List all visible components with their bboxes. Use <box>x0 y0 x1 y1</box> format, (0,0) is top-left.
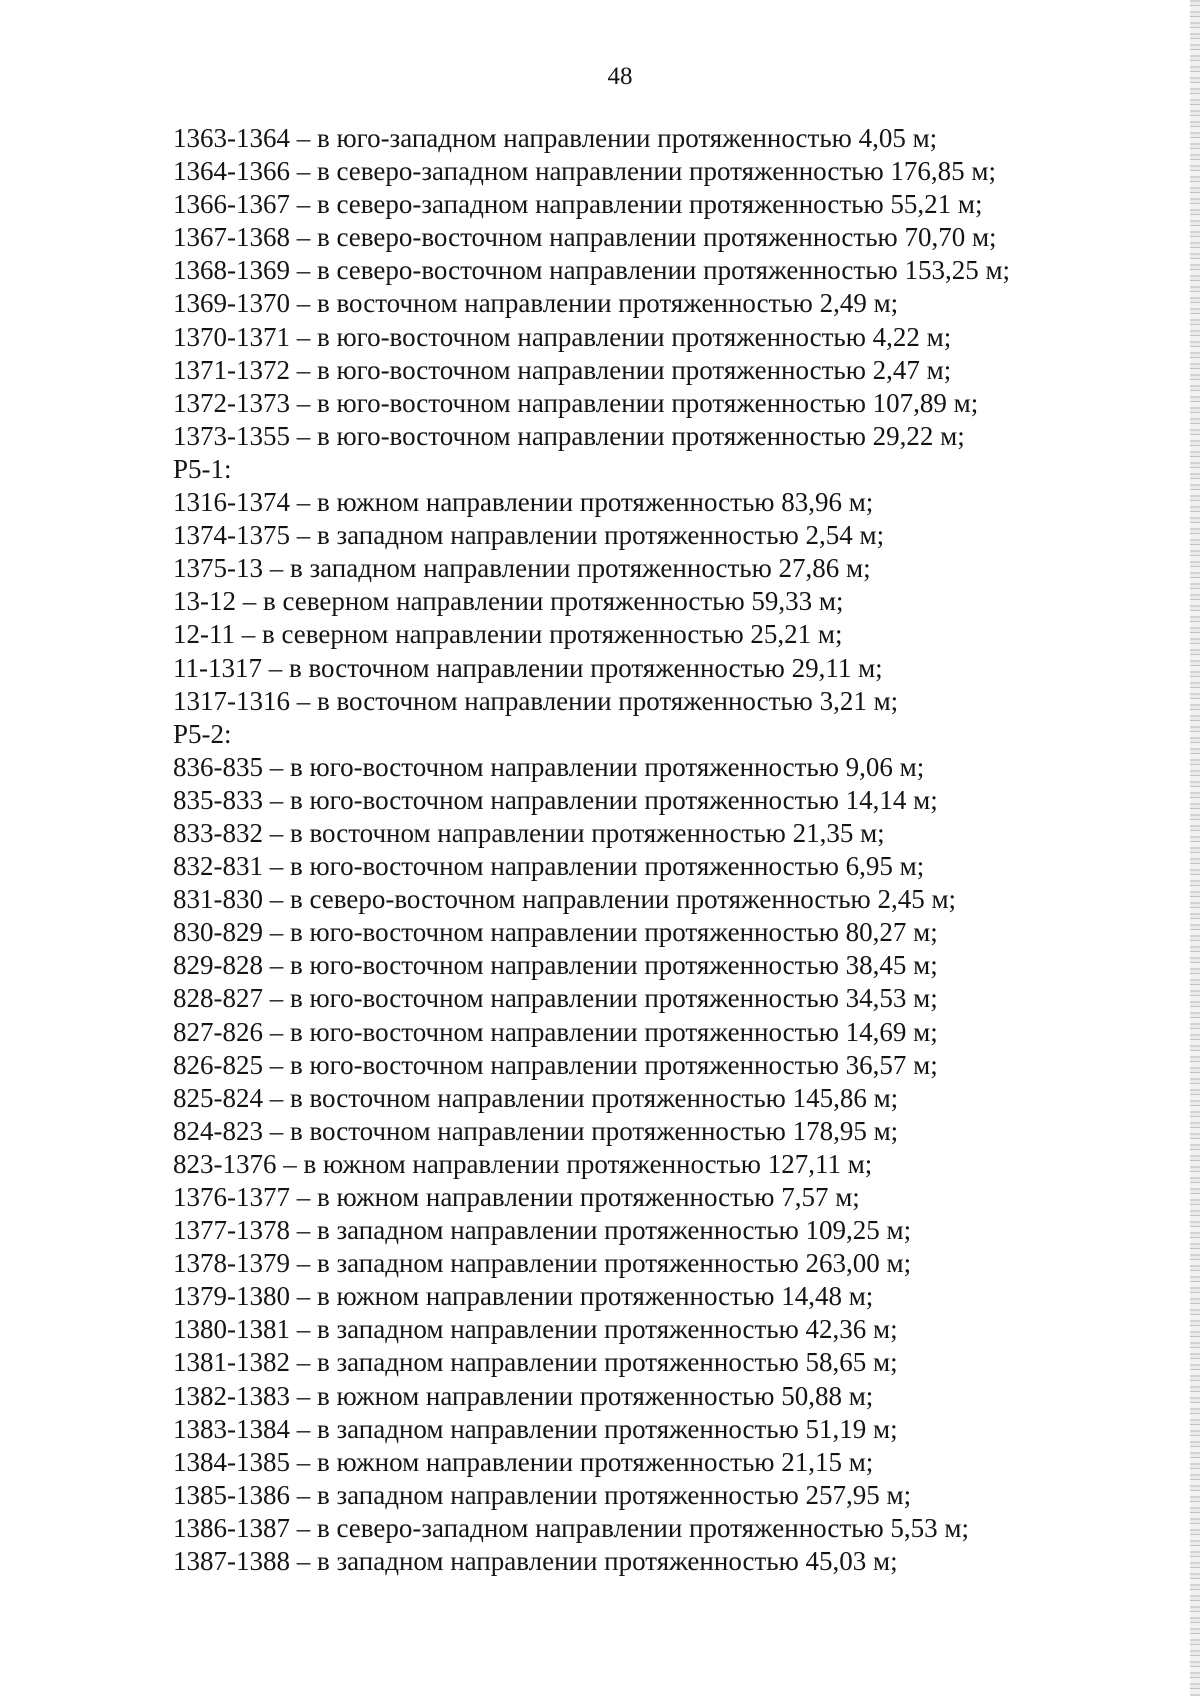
page-number: 48 <box>607 63 633 90</box>
boundary-segment-line: 1363-1364 – в юго-западном направлении протяженностью 4,05 м; <box>173 123 938 153</box>
boundary-segment-line: 1376-1377 – в южном направлении протяженностью 7,57 м; <box>173 1182 860 1212</box>
boundary-segment-line: 13-12 – в северном направлении протяженностью 59,33 м; <box>173 586 844 617</box>
boundary-segment-line: 1385-1386 – в западном направлении протяженностью 257,95 м; <box>173 1479 912 1510</box>
section-heading: Р5-1: <box>173 453 232 484</box>
boundary-segment-line: 1383-1384 – в западном направлении протяженностью 51,19 м; <box>173 1413 898 1444</box>
boundary-segment-line: 1371-1372 – в юго-восточном направлении протяженностью 2,47 м; <box>173 354 952 385</box>
section-heading: Р5-2: <box>173 718 232 749</box>
boundary-segment-line: 1369-1370 – в восточном направлении протяженностью 2,49 м; <box>173 288 899 319</box>
boundary-segment-line: 825-824 – в восточном направлении протяженностью 145,86 м; <box>173 1082 899 1113</box>
scan-edge-artifact <box>1190 0 1200 1696</box>
boundary-segment-line: 1377-1378 – в западном направлении протяженностью 109,25 м; <box>173 1215 912 1246</box>
boundary-segment-line: 1366-1367 – в северо-западном направлении протяженностью 55,21 м; <box>173 189 983 220</box>
boundary-segment-line: 12-11 – в северном направлении протяженностью 25,21 м; <box>173 619 843 650</box>
boundary-segment-line: 11-1317 – в восточном направлении протяженностью 29,11 м; <box>173 652 883 683</box>
boundary-segment-line: 824-823 – в восточном направлении протяженностью 178,95 м; <box>173 1115 899 1146</box>
boundary-segment-line: 1380-1381 – в западном направлении протяженностью 42,36 м; <box>173 1314 898 1345</box>
boundary-segment-line: 1364-1366 – в северо-западном направлении протяженностью 176,85 м; <box>173 156 996 187</box>
boundary-segment-line: 1372-1373 – в юго-восточном направлении протяженностью 107,89 м; <box>173 387 979 418</box>
boundary-segment-line: 1317-1316 – в восточном направлении протяженностью 3,21 м; <box>173 685 899 716</box>
boundary-segment-line: 1386-1387 – в северо-западном направлении протяженностью 5,53 м; <box>173 1512 969 1543</box>
boundary-segment-line: 826-825 – в юго-восточном направлении протяженностью 36,57 м; <box>173 1049 938 1080</box>
boundary-description-list <box>173 122 1133 1578</box>
boundary-segment-line: 1368-1369 – в северо-восточном направлении протяженностью 153,25 м; <box>173 255 1011 286</box>
boundary-segment-line: 833-832 – в восточном направлении протяженностью 21,35 м; <box>173 817 885 848</box>
boundary-segment-line: 829-828 – в юго-восточном направлении протяженностью 38,45 м; <box>173 950 938 981</box>
boundary-segment-line: 830-829 – в юго-восточном направлении протяженностью 80,27 м; <box>173 917 938 948</box>
boundary-segment-line: 1379-1380 – в южном направлении протяженностью 14,48 м; <box>173 1281 874 1312</box>
boundary-segment-line: 1316-1374 – в южном направлении протяженностью 83,96 м; <box>173 487 874 518</box>
boundary-segment-line: 1381-1382 – в западном направлении протяженностью 58,65 м; <box>173 1347 898 1378</box>
boundary-segment-line: 1373-1355 – в юго-восточном направлении протяженностью 29,22 м; <box>173 420 965 451</box>
boundary-segment-line: 827-826 – в юго-восточном направлении протяженностью 14,69 м; <box>173 1016 938 1047</box>
boundary-segment-line: 1375-13 – в западном направлении протяженностью 27,86 м; <box>173 553 871 584</box>
boundary-segment-line: 1382-1383 – в южном направлении протяженностью 50,88 м; <box>173 1380 874 1411</box>
boundary-segment-line: 831-830 – в северо-восточном направлении протяженностью 2,45 м; <box>173 884 957 915</box>
boundary-segment-line: 835-833 – в юго-восточном направлении протяженностью 14,14 м; <box>173 784 938 815</box>
boundary-segment-line: 1370-1371 – в юго-восточном направлении протяженностью 4,22 м; <box>173 321 952 352</box>
boundary-segment-line: 1384-1385 – в южном направлении протяженностью 21,15 м; <box>173 1446 874 1477</box>
boundary-segment-line: 823-1376 – в южном направлении протяженностью 127,11 м; <box>173 1148 873 1179</box>
boundary-segment-line: 1378-1379 – в западном направлении протяженностью 263,00 м; <box>173 1248 912 1279</box>
boundary-segment-line: 828-827 – в юго-восточном направлении протяженностью 34,53 м; <box>173 983 938 1014</box>
boundary-segment-line: 1367-1368 – в северо-восточном направлении протяженностью 70,70 м; <box>173 222 997 253</box>
boundary-segment-line: 1387-1388 – в западном направлении протяженностью 45,03 м; <box>173 1546 898 1577</box>
boundary-segment-line: 836-835 – в юго-восточном направлении протяженностью 9,06 м; <box>173 751 925 782</box>
boundary-segment-line: 1374-1375 – в западном направлении протяженностью 2,54 м; <box>173 520 885 551</box>
boundary-segment-line: 832-831 – в юго-восточном направлении протяженностью 6,95 м; <box>173 851 925 882</box>
